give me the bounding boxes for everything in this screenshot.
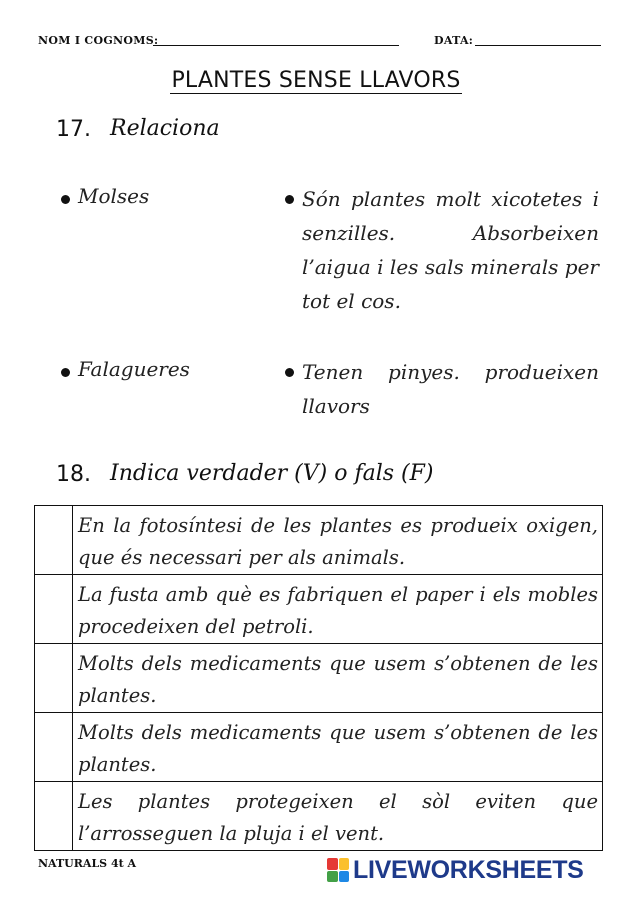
statement-1: En la fotosíntesi de les plantes es produeix oxigen, que és necessari per als animals. (73, 506, 603, 575)
brand-text: LIVEWORKSHEETS (353, 855, 584, 884)
left-item-falagueres: Falagueres (78, 357, 190, 381)
question-18-instruction: Indica verdader (V) o fals (F) (110, 461, 434, 486)
right-item-2: Tenen pinyes. produeixen llavors (302, 360, 599, 418)
bullet-icon (285, 195, 294, 204)
bullet-icon (61, 368, 70, 377)
statement-5: Les plantes protegeixen el sòl eviten que l’arrosseguen la pluja i el vent. (73, 782, 603, 851)
answer-cell-3[interactable] (35, 644, 73, 713)
page-title: PLANTES SENSE LLAVORS (171, 68, 461, 93)
footer-subject: NATURALS 4t A (38, 857, 137, 870)
liveworksheets-logo-icon (327, 858, 349, 882)
table-row (35, 575, 603, 644)
answer-cell-2[interactable] (35, 575, 73, 644)
answer-cell-1[interactable] (35, 506, 73, 575)
right-item-1: Són plantes molt xicotetes i senzilles. Absorbeixen l’aigua i les sals minerals per tot el cos. (302, 187, 599, 313)
question-17-number: 17. (56, 117, 91, 142)
liveworksheets-brand (327, 856, 584, 884)
question-18-number: 18. (56, 462, 91, 487)
answer-cell-4[interactable] (35, 713, 73, 782)
answer-cell-5[interactable] (35, 782, 73, 851)
statement-2: La fusta amb què es fabriquen el paper i els mobles procedeixen del petroli. (73, 575, 603, 644)
name-line (153, 45, 399, 46)
bullet-icon (61, 195, 70, 204)
statement-3: Molts dels medicaments que usem s’obtenen de les plantes. (73, 644, 603, 713)
question-17-instruction: Relaciona (110, 116, 220, 141)
true-false-table (34, 505, 603, 851)
table-row (35, 713, 603, 782)
table-row (35, 506, 603, 575)
table-row (35, 644, 603, 713)
table-row (35, 782, 603, 851)
date-label: DATA: (434, 34, 474, 47)
left-item-molses: Molses (78, 184, 150, 208)
date-line (475, 45, 601, 46)
statement-4: Molts dels medicaments que usem s’obtenen de les plantes. (73, 713, 603, 782)
bullet-icon (285, 368, 294, 377)
name-label: NOM I COGNOMS: (38, 34, 159, 47)
